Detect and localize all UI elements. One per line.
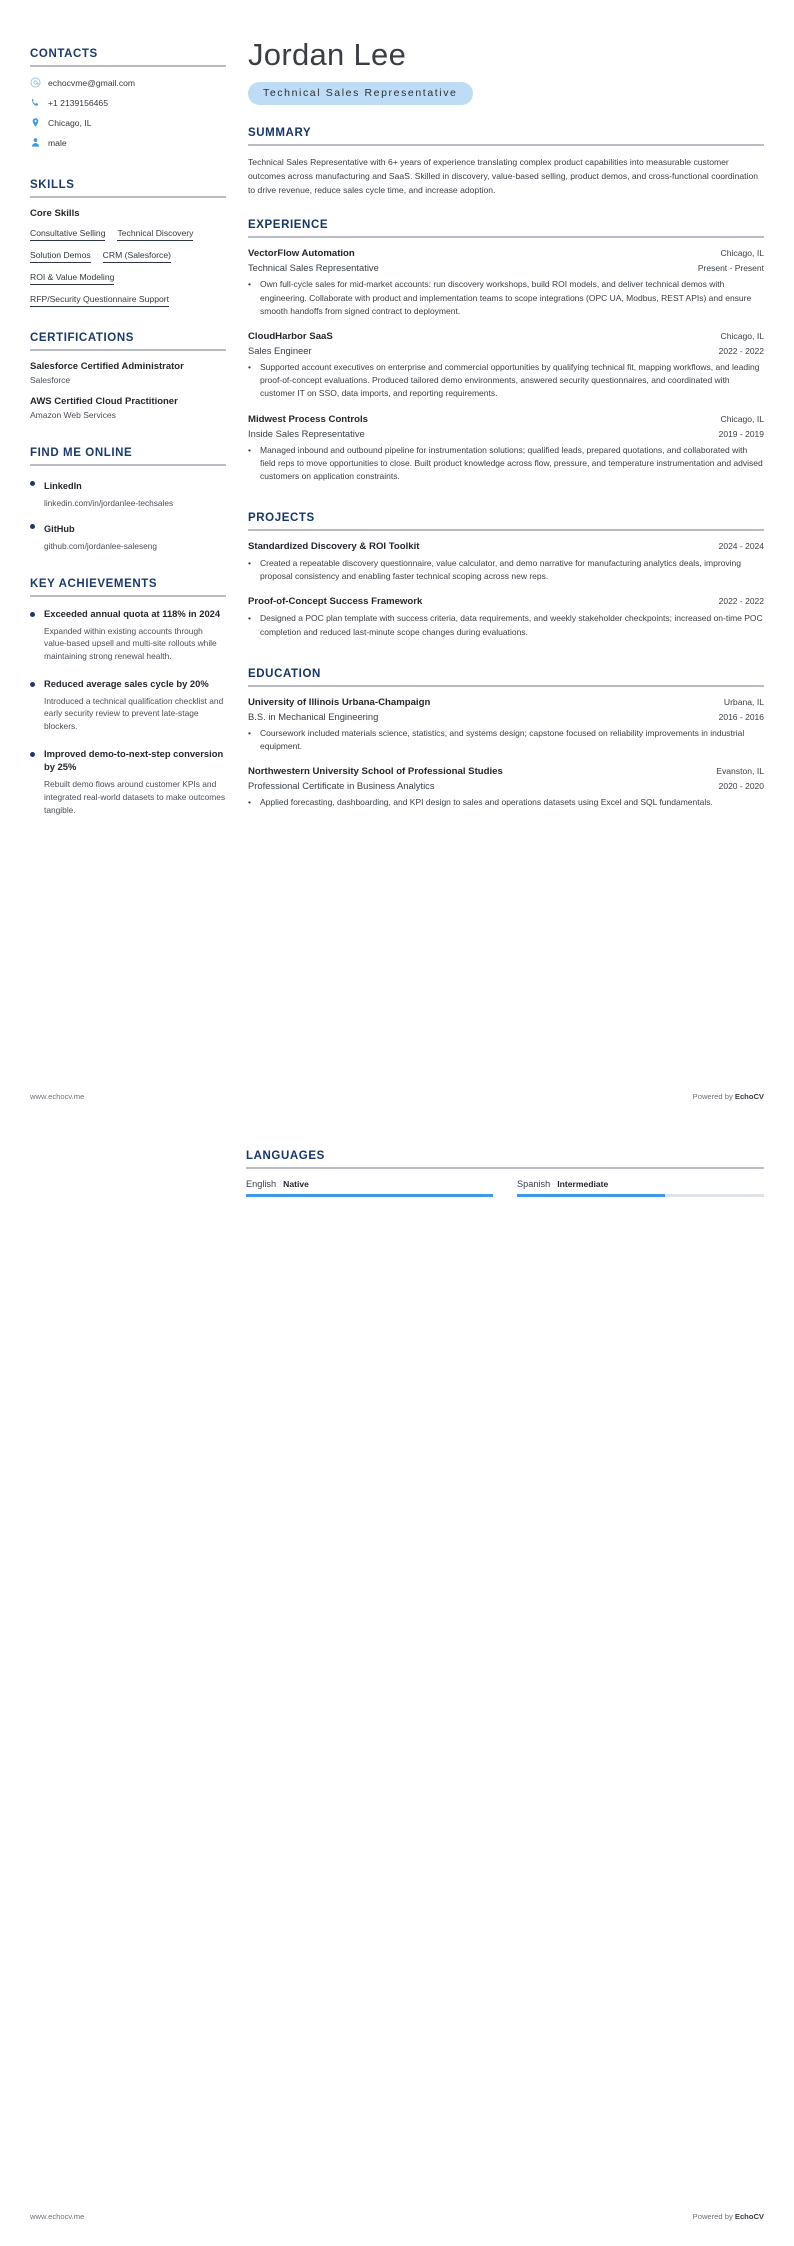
- location-icon: [30, 117, 41, 128]
- bullet-text: Managed inbound and outbound pipeline for instrumentation solutions; qualified leads, prepared quotations, and collaborated with field reps to move opportunities to close. Built product knowledge across flow, pressure, and temperature instrumentation and advised customers on application constraints.: [260, 444, 763, 481]
- bullet-list: [248, 278, 764, 318]
- entry-header: [248, 541, 764, 552]
- footer-brand-name: EchoCV: [734, 1092, 764, 1101]
- bullet-text: Created a repeatable discovery questionnaire, value calculator, and demo narrative for manufacturing analytics deals, improving proposal consistency and enabling faster technical scoping across new reps.: [260, 558, 741, 582]
- company-location: Chicago, IL: [720, 413, 764, 424]
- contact-email-value: echocvme@gmail.com: [48, 77, 136, 88]
- entry-header: [248, 697, 764, 708]
- skill-tag: Consultative Selling: [30, 228, 105, 241]
- certification-org: Amazon Web Services: [30, 410, 116, 420]
- spacer: [248, 652, 764, 668]
- education-divider: [248, 685, 764, 687]
- skills-subtitle: Core Skills: [30, 208, 80, 219]
- bullet-text: Supported account executives on enterprise and commercial opportunities by qualifying technical fit, mapping workflows, and leading proof-of-concept evaluations. Produced tailored demo environments, answered security questionnaires, and coordinated with customer IT on SSO, data imports, and reporting requirements.: [260, 362, 760, 399]
- bullet-item: [248, 444, 764, 484]
- email-icon: [30, 77, 41, 88]
- job-title: Inside Sales Representative: [248, 427, 365, 439]
- spacer: [30, 562, 226, 578]
- role-badge: Technical Sales Representative: [248, 82, 473, 105]
- bullet-text: Own full-cycle sales for mid-market accounts: run discovery workshops, build ROI models, and deliver technical demos with engineering. Collaborate with product and implementation teams to scope integrations (OPC UA, Modbus, REST APIs) and ensure smooth handoffs from signed contract to deployment.: [260, 279, 752, 316]
- skills-divider: [30, 196, 226, 198]
- bullet-dot-icon: •: [248, 613, 251, 624]
- certification-name: Salesforce Certified Administrator: [30, 361, 184, 372]
- list-item: [30, 747, 226, 817]
- company-location: Chicago, IL: [720, 248, 764, 259]
- bullet-item: [248, 361, 764, 401]
- achievement-desc: Introduced a technical qualification checklist and early security review to prevent late-stage blockers.: [44, 695, 224, 732]
- entry-subheader: [248, 777, 764, 791]
- bullet-item: [248, 557, 764, 583]
- bullet-dot-icon: [30, 524, 35, 529]
- contact-location-value: Chicago, IL: [48, 117, 92, 128]
- experience-entry: [248, 331, 764, 401]
- achievement-title: Reduced average sales cycle by 20%: [44, 677, 209, 689]
- bullet-list: [248, 444, 764, 484]
- certification-item: [30, 396, 226, 420]
- project-entry: [248, 596, 764, 638]
- bullet-dot-icon: [30, 612, 35, 617]
- bullet-item: [248, 796, 764, 809]
- achievement-desc: Rebuilt demo flows around customer KPIs and integrated real-world datasets to make outcomes tangible.: [44, 779, 226, 815]
- spacer: [30, 157, 226, 179]
- page-footer: [0, 1092, 794, 1101]
- bullet-list: [248, 612, 764, 638]
- sidebar: [30, 36, 226, 1123]
- bullet-dot-icon: [30, 682, 35, 687]
- degree-name: Professional Certificate in Business Analytics: [248, 780, 435, 792]
- list-item[interactable]: [30, 476, 226, 508]
- certification-name: AWS Certified Cloud Practitioner: [30, 396, 178, 407]
- contacts-divider: [30, 65, 226, 67]
- experience-entry: [248, 414, 764, 484]
- company-location: Chicago, IL: [720, 331, 764, 341]
- bullet-text: Coursework included materials science, statistics, and systems design; capstone focused on reliability improvements in industrial equipment.: [260, 727, 745, 751]
- experience-divider: [248, 236, 764, 238]
- entry-header: [248, 596, 764, 607]
- footer-powered-label: Powered by: [692, 2212, 735, 2221]
- certifications-section: [30, 332, 226, 420]
- language-level: Native: [283, 1179, 309, 1189]
- online-divider: [30, 464, 226, 466]
- experience-section: [248, 219, 764, 483]
- achievements-section: [30, 578, 226, 816]
- contact-gender: [30, 137, 226, 148]
- contact-gender-value: male: [48, 137, 67, 148]
- bullet-list: [248, 796, 764, 809]
- skill-tag: CRM (Salesforce): [103, 250, 171, 263]
- job-dates: 2019 - 2019: [718, 428, 764, 439]
- job-title: Technical Sales Representative: [248, 262, 379, 274]
- bullet-list: [248, 727, 764, 753]
- contacts-section: [30, 48, 226, 148]
- languages-list: [246, 1179, 764, 1197]
- education-entry: [248, 697, 764, 753]
- language-item: [246, 1179, 493, 1197]
- link-name: LinkedIn: [44, 481, 82, 491]
- entry-subheader: [248, 425, 764, 439]
- languages-divider: [246, 1167, 764, 1169]
- contacts-title: CONTACTS: [30, 48, 98, 60]
- footer-site[interactable]: www.echocv.me: [30, 1092, 85, 1101]
- languages-title: LANGUAGES: [246, 1150, 325, 1162]
- degree-name: B.S. in Mechanical Engineering: [248, 710, 379, 722]
- main-content: [248, 36, 764, 1123]
- school-location: Urbana, IL: [723, 696, 764, 707]
- bullet-text: Applied forecasting, dashboarding, and KPI design to sales and operations datasets using Excel and SQL fundamentals.: [260, 797, 713, 808]
- page-footer: [0, 2212, 794, 2221]
- skills-list: [30, 228, 226, 316]
- link-url[interactable]: github.com/jordanlee-saleseng: [44, 541, 158, 551]
- certifications-divider: [30, 349, 226, 351]
- language-line: [517, 1179, 764, 1189]
- online-section: [30, 447, 226, 551]
- bullet-dot-icon: •: [248, 727, 251, 738]
- contact-location[interactable]: [30, 117, 226, 128]
- degree-dates: 2020 - 2020: [718, 781, 764, 792]
- skill-tag: Solution Demos: [30, 250, 91, 263]
- project-dates: 2022 - 2022: [718, 596, 764, 607]
- entry-header: [248, 414, 764, 425]
- project-dates: 2024 - 2024: [718, 541, 764, 552]
- entry-subheader: [248, 342, 764, 356]
- language-level: Intermediate: [557, 1179, 609, 1189]
- company-name: Midwest Process Controls: [248, 413, 368, 425]
- certification-item: [30, 361, 226, 385]
- bullet-text: Designed a POC plan template with success criteria, data requirements, and weekly stakeholder checkpoints; increased on-time POC completion and reduced last-minute scope changes during evaluations.: [260, 613, 763, 637]
- company-name: CloudHarbor SaaS: [248, 331, 333, 342]
- achievements-title: KEY ACHIEVEMENTS: [30, 578, 158, 590]
- contact-phone[interactable]: [30, 97, 226, 108]
- contact-email[interactable]: [30, 77, 226, 88]
- skill-tag: RFP/Security Questionnaire Support: [30, 294, 169, 307]
- summary-title: SUMMARY: [248, 126, 312, 139]
- achievements-divider: [30, 595, 226, 597]
- bullet-list: [248, 557, 764, 583]
- projects-section: [248, 512, 764, 639]
- bullet-dot-icon: •: [248, 444, 251, 455]
- skill-tag: Technical Discovery: [117, 228, 193, 241]
- job-dates: Present - Present: [697, 263, 764, 274]
- summary-section: [248, 127, 764, 198]
- education-entry: [248, 766, 764, 809]
- footer-site[interactable]: www.echocv.me: [30, 2212, 85, 2221]
- language-progress-fill: [517, 1194, 665, 1197]
- certifications-title: CERTIFICATIONS: [30, 332, 135, 344]
- achievement-title: Exceeded annual quota at 118% in 2024: [44, 608, 221, 619]
- entry-subheader: [248, 708, 764, 722]
- experience-title: EXPERIENCE: [248, 219, 329, 232]
- phone-icon: [30, 97, 41, 108]
- language-progress-bar: [246, 1194, 493, 1197]
- entry-header: [248, 248, 764, 259]
- achievement-desc: Expanded within existing accounts through value-based upsell and multi-site rollouts while maintaining strong renewal health.: [44, 625, 217, 662]
- project-name: Standardized Discovery & ROI Toolkit: [248, 541, 420, 553]
- school-location: Evanston, IL: [716, 766, 764, 777]
- project-entry: [248, 541, 764, 583]
- footer-brand: [693, 2212, 764, 2221]
- bullet-dot-icon: •: [248, 362, 251, 372]
- list-item: [30, 677, 226, 733]
- spacer: [30, 316, 226, 332]
- education-section: [248, 668, 764, 810]
- skill-tag: ROI & Value Modeling: [30, 272, 114, 285]
- contact-phone-value: +1 2139156465: [48, 97, 108, 108]
- certification-org: Salesforce: [30, 375, 71, 385]
- bullet-item: [248, 727, 764, 753]
- school-name: University of Illinois Urbana-Champaign: [248, 696, 431, 708]
- bullet-dot-icon: [30, 481, 35, 486]
- bullet-item: [248, 612, 764, 638]
- spacer: [248, 496, 764, 512]
- list-item[interactable]: [30, 519, 226, 551]
- summary-divider: [248, 144, 764, 146]
- bullet-dot-icon: •: [248, 558, 251, 569]
- online-title: FIND ME ONLINE: [30, 447, 133, 459]
- list-item: [30, 607, 226, 663]
- languages-section: [30, 1150, 764, 1197]
- achievement-title: Improved demo-to-next-step conversion by 25%: [44, 747, 224, 773]
- company-name: VectorFlow Automation: [248, 248, 355, 260]
- entry-header: [248, 766, 764, 777]
- projects-divider: [248, 529, 764, 531]
- language-progress-bar: [517, 1194, 764, 1197]
- degree-dates: 2016 - 2016: [718, 711, 764, 722]
- person-icon: [30, 137, 41, 148]
- entry-subheader: [248, 259, 764, 273]
- skills-section: [30, 179, 226, 316]
- page-title: Jordan Lee: [248, 37, 407, 72]
- spacer: [248, 197, 764, 219]
- link-name: GitHub: [44, 524, 75, 534]
- bullet-dot-icon: •: [248, 279, 251, 290]
- bullet-dot-icon: •: [248, 797, 251, 808]
- language-name: Spanish: [517, 1179, 551, 1189]
- footer-brand-name: EchoCV: [734, 2212, 764, 2221]
- spacer: [30, 431, 226, 447]
- link-url[interactable]: linkedin.com/in/jordanlee-techsales: [44, 498, 174, 508]
- summary-text: Technical Sales Representative with 6+ years of experience translating complex product capabilities into measurable customer outcomes across manufacturing and SaaS. Skilled in discovery, value-based selling, product demos, and cross-functional coordination to drive revenue, reduce sales cycle time, and increase adoption.: [248, 156, 759, 195]
- language-name: English: [246, 1179, 277, 1189]
- education-title: EDUCATION: [248, 667, 321, 680]
- job-dates: 2022 - 2022: [718, 346, 764, 356]
- bullet-dot-icon: [30, 752, 35, 757]
- entry-header: [248, 331, 764, 342]
- project-name: Proof-of-Concept Success Framework: [248, 596, 423, 608]
- footer-powered-label: Powered by: [692, 1092, 735, 1101]
- experience-entry: [248, 248, 764, 318]
- language-line: [246, 1179, 493, 1189]
- skills-title: SKILLS: [30, 179, 75, 191]
- job-title: Sales Engineer: [248, 345, 312, 356]
- projects-title: PROJECTS: [248, 512, 315, 525]
- school-name: Northwestern University School of Professional Studies: [248, 766, 503, 778]
- bullet-list: [248, 361, 764, 401]
- language-progress-fill: [246, 1194, 493, 1197]
- bullet-item: [248, 278, 764, 318]
- footer-brand: [693, 1092, 764, 1101]
- language-item: [517, 1179, 764, 1197]
